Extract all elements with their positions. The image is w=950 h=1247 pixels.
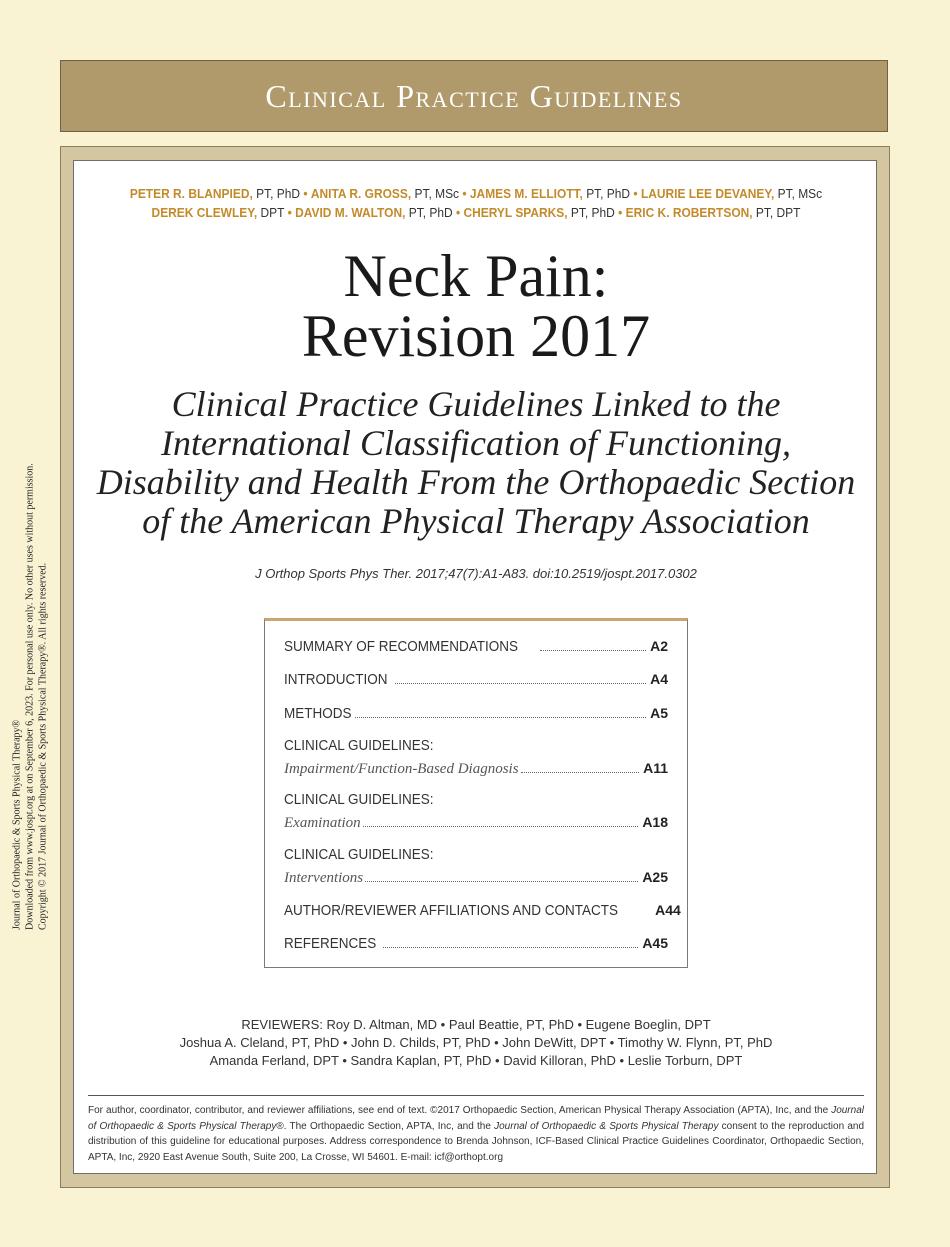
author-credential: PT, PhD [405,205,453,220]
author-name: CHERYL SPARKS, [463,205,568,220]
toc-page: A4 [650,671,668,687]
toc-entry-diagnosis[interactable] [284,737,668,777]
toc-leader [363,826,639,827]
toc-heading: CLINICAL GUIDELINES: [284,846,434,863]
toc-page: A18 [642,814,668,830]
toc-heading: CLINICAL GUIDELINES: [284,791,434,808]
author-credential: PT, PhD [567,205,615,220]
author-separator: • [287,205,292,220]
toc-leader [383,947,639,948]
citation: J Orthop Sports Phys Ther. 2017;47(7):A1-A83. doi:10.2519/jospt.2017.0302 [255,566,697,581]
author-credential: PT, MSc [411,186,460,201]
toc-leader [355,717,646,718]
footnote-divider [88,1095,864,1096]
copyright-footnote [88,1103,864,1165]
author-name: DEREK CLEWLEY, [151,205,258,220]
subtitle-line-2: International Classification of Functioning, [161,423,791,463]
authors-line-2 [106,205,846,220]
author-credential: DPT [257,205,285,220]
toc-page: A2 [650,638,668,654]
toc-entry-summary[interactable] [284,637,668,655]
toc-label: AUTHOR/REVIEWER AFFILIATIONS AND CONTACTS [284,902,619,919]
toc-page: A11 [643,760,668,776]
toc-leader [365,881,638,882]
toc-heading: CLINICAL GUIDELINES: [284,737,434,754]
author-separator: • [455,205,461,220]
reviewers [74,1016,878,1070]
author-credential: PT, MSc [774,186,823,201]
author-separator: • [303,186,308,201]
author-separator: • [462,186,467,201]
author-name: DAVID M. WALTON, [295,205,406,220]
author-credential: PT, PhD [582,186,631,201]
toc-page: A45 [642,935,668,951]
author-name: JAMES M. ELLIOTT, [469,186,583,201]
toc-page: A25 [642,869,668,885]
subtitle-line-1: Clinical Practice Guidelines Linked to the [171,384,781,424]
toc-label: INTRODUCTION [284,671,388,688]
author-name: LAURIE LEE DEVANEY, [640,186,775,201]
journal-name: Journal of Orthopaedic & Sports Physical Therapy [88,1105,864,1132]
author-separator: • [618,205,623,220]
reviewers-line-1: REVIEWERS: Roy D. Altman, MD • Paul Beattie, PT, PhD • Eugene Boeglin, DPT [241,1017,711,1032]
toc-label: SUMMARY OF RECOMMENDATIONS [284,638,519,655]
toc-label: METHODS [284,705,352,722]
toc-entry-references[interactable] [284,934,668,952]
author-name: ERIC K. ROBERTSON, [625,205,753,220]
author-separator: • [633,186,638,201]
reviewers-line-2: Joshua A. Cleland, PT, PhD • John D. Childs, PT, PhD • John DeWitt, DPT • Timothy W. Flynn, PT, PhD [179,1035,773,1050]
subtitle-line-4: of the American Physical Therapy Association [142,501,810,541]
author-credential: PT, PhD [252,186,300,201]
toc-entry-methods[interactable] [284,704,668,722]
sidebar-line-3: Copyright © 2017 Journal of Orthopaedic & Sports Physical Therapy®. All rights reserved. [37,562,49,930]
toc-leader [395,683,646,684]
sidebar-line-2: Downloaded from www.jospt.org at on September 6, 2023. For personal use only. No other uses without permission. [24,463,36,930]
footnote-text: consent to the reproduction and distribution of this guideline for educational purposes. Address correspondence to Brenda Johnson, ICF-Based Clinical Practice Guidelines Coordinator, Orthopaedic Section, APTA, Inc, 2920 East Avenue South, Suite 200, La Crosse, WI 54601. E-mail: icf@orthopt.org [88,1120,865,1163]
section-banner [60,60,888,132]
toc-leader [540,650,646,651]
journal-name: Journal of Orthopaedic & Sports Physical Therapy [494,1120,719,1132]
toc-entry-examination[interactable] [284,791,668,831]
footnote-text: ®. The Orthopaedic Section, APTA, Inc, and the [276,1120,495,1132]
subtitle-line-3: Disability and Health From the Orthopaedic Section [96,462,856,502]
table-of-contents [264,618,688,968]
authors-line-1 [106,186,846,201]
toc-entry-interventions[interactable] [284,846,668,886]
copyright-sidebar [11,390,50,930]
author-name: PETER R. BLANPIED, [129,186,253,201]
page-title-line-1: Neck Pain: [343,243,609,309]
toc-entry-affiliations[interactable] [284,901,681,919]
toc-label: Interventions [284,870,364,886]
author-name: ANITA R. GROSS, [310,186,412,201]
author-credential: PT, DPT [752,205,801,220]
page-title-line-2: Revision 2017 [301,303,651,369]
sidebar-line-1: Journal of Orthopaedic & Sports Physical Therapy® [11,719,23,930]
toc-label: Impairment/Function-Based Diagnosis [284,761,519,777]
toc-label: REFERENCES [284,935,377,952]
toc-page: A44 [655,902,681,918]
toc-leader [521,772,640,773]
toc-entry-introduction[interactable] [284,670,668,688]
banner-title: Clinical Practice Guidelines [265,77,683,114]
guideline-card [73,160,877,1174]
toc-page: A5 [650,705,668,721]
reviewers-line-3: Amanda Ferland, DPT • Sandra Kaplan, PT, PhD • David Killoran, PhD • Leslie Torburn, DPT [209,1053,743,1068]
footnote-text: For author, coordinator, contributor, and reviewer affiliations, see end of text. ©2017 Orthopaedic Section, American Physical Therapy Association (APTA), Inc, and the [88,1105,832,1116]
toc-label: Examination [284,815,361,831]
